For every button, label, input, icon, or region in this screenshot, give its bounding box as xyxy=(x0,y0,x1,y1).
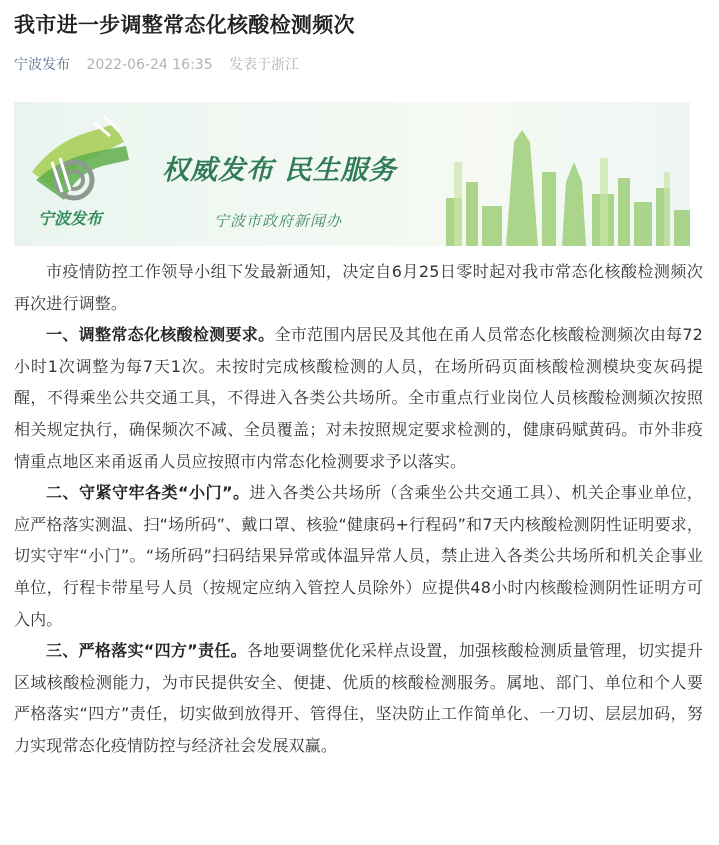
paragraph-text: 全市范围内居民及其他在甬人员常态化核酸检测频次由每72小时1次调整为每7天1次。未按时完成核酸检测的人员，在场所码页面核酸检测模块变灰码提醒，不得乘坐公共交通工具，不得进入各类公共场所。全市重点行业岗位人员核酸检测频次按照相关规定执行，确保频次不减、全员覆盖；对未按照规定要求检测的，健康码赋黄码。市外非疫情重点地区来甬返甬人员应按照市内常态化检测要求予以落实。 xyxy=(14,325,703,471)
author-link[interactable]: 宁波发布 xyxy=(14,57,70,73)
skyline-illustration xyxy=(446,130,690,246)
paragraph-text: 各地要调整优化采样点设置，加强核酸检测质量管理，切实提升区域核酸检测能力，为市民提供安全、便捷、优质的核酸检测服务。属地、部门、单位和个人要严格落实“四方”责任，切实做到放得开、管得住，坚决防止工作简单化、一刀切、层层加码，努力实现常态化疫情防控与经济社会发展双赢。 xyxy=(14,641,703,755)
paragraph-intro xyxy=(14,256,703,319)
article-meta xyxy=(14,54,703,76)
paragraph-heading: 三、严格落实“四方”责任。 xyxy=(46,641,247,661)
article-title: 我市进一步调整常态化核酸检测频次 xyxy=(14,13,355,37)
paragraph-text: 市疫情防控工作领导小组下发最新通知，决定自6月25日零时起对我市常态化核酸检测频次再次进行调整。 xyxy=(14,262,703,313)
paragraph-section-2 xyxy=(14,477,703,635)
publish-time: 2022-06-24 16:35 xyxy=(86,57,213,73)
banner-slogan: 权威发布 民生服务 xyxy=(162,155,397,186)
logo-icon xyxy=(32,116,129,200)
article-body xyxy=(14,256,703,762)
paragraph-section-3 xyxy=(14,635,703,761)
banner-image xyxy=(14,102,690,246)
paragraph-heading: 一、调整常态化核酸检测要求。 xyxy=(46,325,275,345)
paragraph-heading: 二、守紧守牢各类“小门”。 xyxy=(46,483,250,503)
banner-office-label: 宁波市政府新闻办 xyxy=(214,212,343,230)
banner-brand-label: 宁波发布 xyxy=(38,209,103,228)
paragraph-text: 进入各类公共场所（含乘坐公共交通工具）、机关企事业单位，应严格落实测温、扫“场所码”、戴口罩、核验“健康码+行程码”和7天内核酸检测阴性证明要求，切实守牢“小门”。“场所码”扫码结果异常或体温异常人员，禁止进入各类公共场所和机关企事业单位，行程卡带星号人员（按规定应纳入管控人员除外）应提供48小时内核酸检测阴性证明方可入内。 xyxy=(14,483,704,629)
publish-location: 发表于浙江 xyxy=(229,57,300,73)
paragraph-section-1 xyxy=(14,319,703,477)
